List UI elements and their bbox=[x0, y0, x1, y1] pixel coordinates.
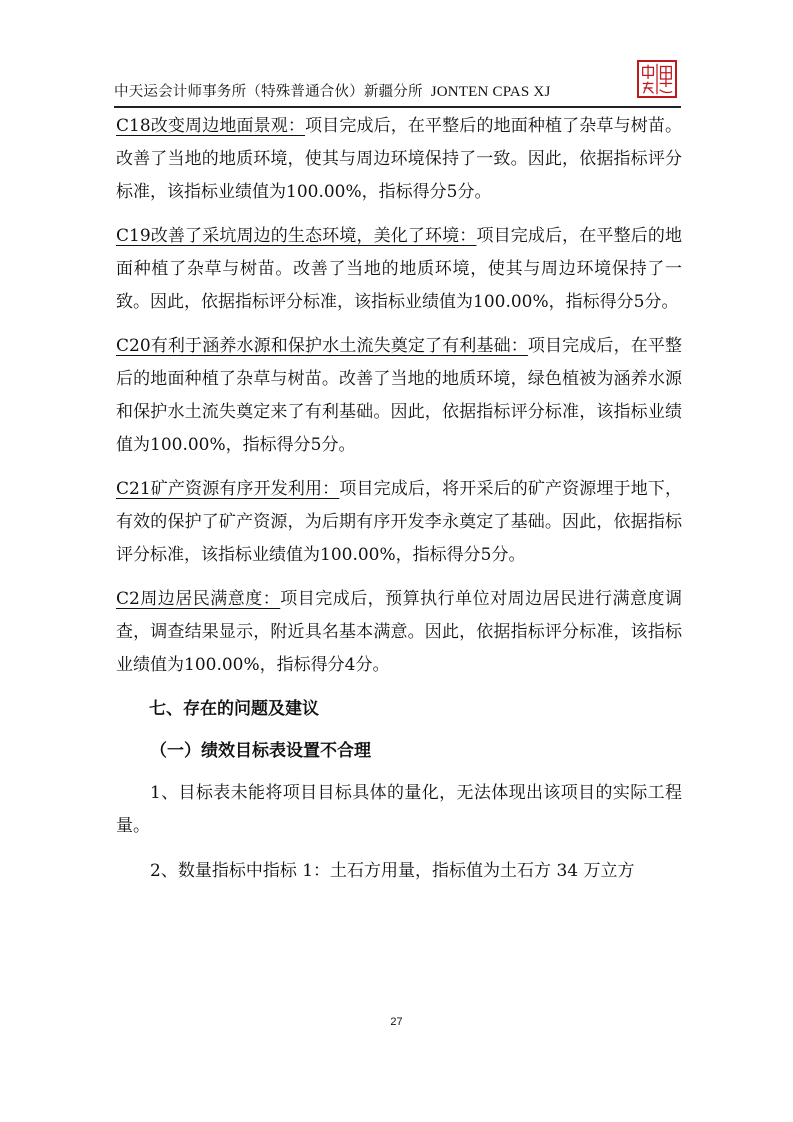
firm-logo bbox=[637, 60, 677, 98]
section-subheading: （一）绩效目标表设置不合理 bbox=[150, 741, 371, 761]
indicator-title-c18: C18改变周边地面景观： bbox=[116, 116, 306, 136]
indicator-body-c2: 项目完成后，预算执行单位对周边居民进行满意度调查，调查结果显示，附近具名基本满意。因此，依据指标评分标准，该指标业绩值为100.00%，指标得分4分。 bbox=[116, 589, 683, 675]
indicator-title-c20: C20有利于涵养水源和保护水土流失奠定了有利基础： bbox=[116, 336, 528, 356]
issue-item-1: 1、目标表未能将项目目标具体的量化，无法体现出该项目的实际工程量。 bbox=[116, 783, 682, 836]
page-content bbox=[116, 110, 682, 900]
indicator-title-c19: C19改善了采坑周边的生态环境，美化了环境： bbox=[116, 226, 477, 246]
firm-name-en: JONTEN CPAS XJ bbox=[430, 84, 551, 100]
page-header bbox=[114, 60, 681, 108]
section-heading: 七、存在的问题及建议 bbox=[149, 699, 319, 719]
indicator-body-c18: 项目完成后，在平整后的地面种植了杂草与树苗。改善了当地的地质环境，使其与周边环境保持了一致。因此，依据指标评分标准，该指标业绩值为100.00%，指标得分5分。 bbox=[116, 116, 682, 202]
indicator-title-c21: C21矿产资源有序开发利用： bbox=[116, 479, 340, 499]
indicator-paragraph-c18 bbox=[116, 110, 682, 209]
issue-item-2: 2、数量指标中指标 1：土石方用量，指标值为土石方 34 万立方 bbox=[150, 861, 635, 881]
indicator-body-c20: 项目完成后，在平整后的地面种植了杂草与树苗。改善了当地的地质环境，绿色植被为涵养水源和保护水土流失奠定来了有利基础。因此，依据指标评分标准，该指标业绩值为100.00%，指标得分5分。 bbox=[116, 336, 682, 455]
firm-name-cn: 中天运会计师事务所（特殊普通合伙）新疆分所 bbox=[114, 84, 423, 100]
indicator-body-c19: 项目完成后，在平整后的地面种植了杂草与树苗。改善了当地的地质环境，使其与周边环境保持了一致。因此，依据指标评分标准，该指标业绩值为100.00%，指标得分5分。 bbox=[116, 226, 682, 312]
header-firm-name bbox=[114, 80, 550, 101]
indicator-body-c21: 项目完成后，将开采后的矿产资源埋于地下，有效的保护了矿产资源，为后期有序开发李永奠定了基础。因此，依据指标评分标准，该指标业绩值为100.00%，指标得分5分。 bbox=[116, 479, 682, 565]
indicator-paragraph-c19 bbox=[116, 220, 682, 319]
indicator-paragraph-c21 bbox=[116, 473, 682, 572]
indicator-paragraph-c2 bbox=[116, 583, 682, 682]
firm-logo-icon bbox=[639, 62, 675, 96]
indicator-title-c2: C2周边居民满意度： bbox=[116, 589, 281, 609]
indicator-paragraph-c20 bbox=[116, 330, 682, 462]
page-number: 27 bbox=[390, 1016, 403, 1028]
